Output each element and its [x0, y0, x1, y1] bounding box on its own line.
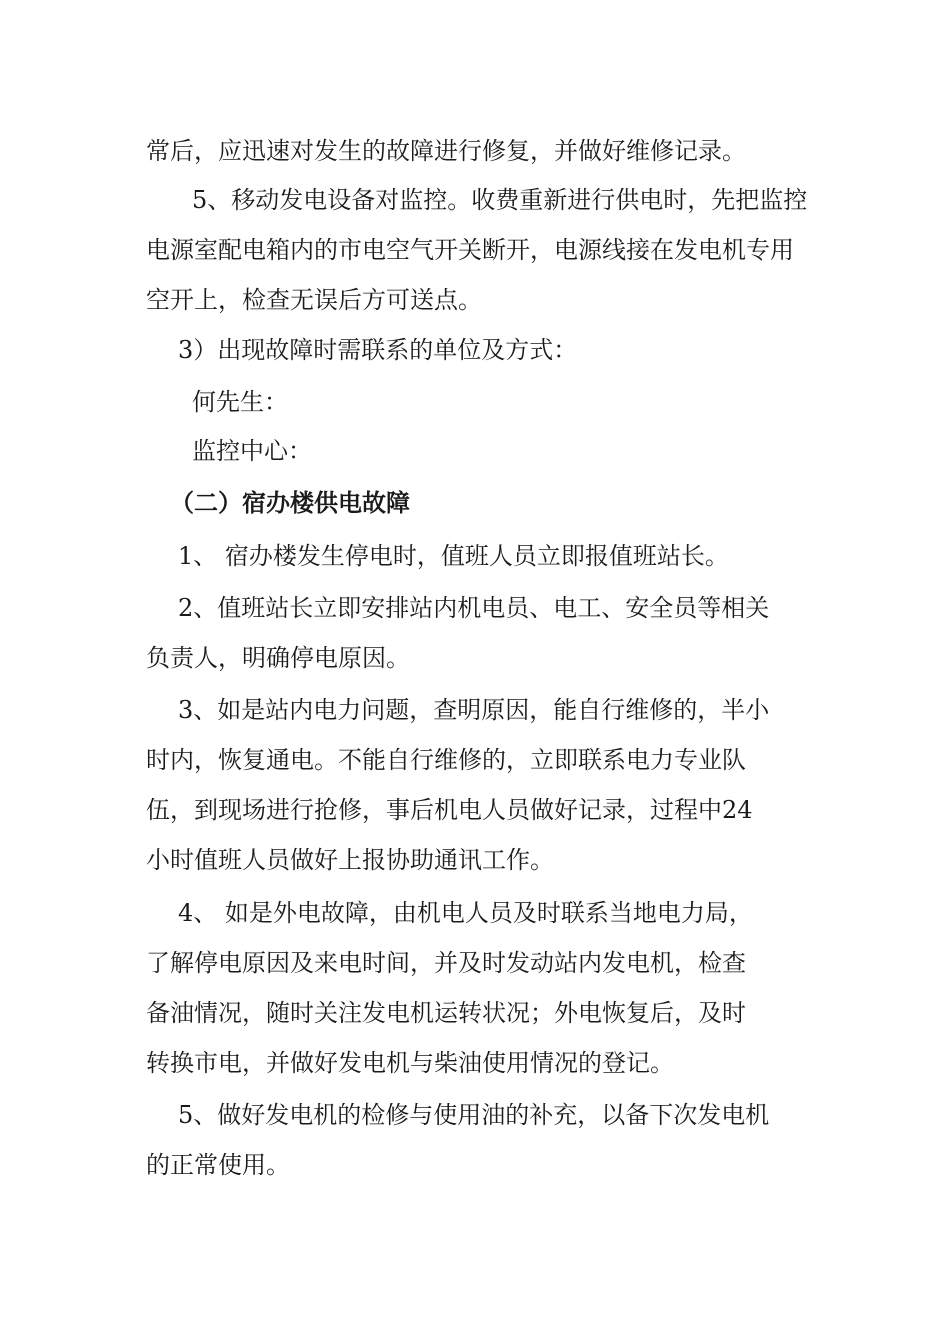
body-line: 4、 如是外电故障，由机电人员及时联系当地电力局，: [178, 899, 753, 927]
body-line: 5、移动发电设备对监控。收费重新进行供电时，先把监控: [192, 186, 808, 214]
body-line: 时内，恢复通电。不能自行维修的，立即联系电力专业队: [146, 746, 746, 774]
body-line: 了解停电原因及来电时间，并及时发动站内发电机，检查: [146, 949, 746, 977]
body-line: 1、 宿办楼发生停电时，值班人员立即报值班站长。: [178, 542, 729, 570]
body-line: 转换市电，并做好发电机与柴油使用情况的登记。: [146, 1049, 674, 1077]
body-line: 伍，到现场进行抢修，事后机电人员做好记录，过程中24: [146, 796, 753, 824]
body-line: 2、值班站长立即安排站内机电员、电工、安全员等相关: [178, 594, 770, 622]
body-line: 3）出现故障时需联系的单位及方式：: [178, 336, 578, 364]
body-line: 常后，应迅速对发生的故障进行修复，并做好维修记录。: [146, 137, 746, 165]
section-heading: （二）宿办楼供电故障: [170, 489, 410, 517]
body-line: 电源室配电箱内的市电空气开关断开，电源线接在发电机专用: [146, 236, 794, 264]
body-line: 备油情况，随时关注发电机运转状况；外电恢复后，及时: [146, 999, 746, 1027]
body-line: 的正常使用。: [146, 1151, 290, 1179]
contact-line: 监控中心：: [192, 437, 312, 465]
body-line: 3、如是站内电力问题，查明原因，能自行维修的，半小: [178, 696, 770, 724]
body-line: 空开上，检查无误后方可送点。: [146, 286, 482, 314]
body-line: 负责人，明确停电原因。: [146, 644, 410, 672]
body-line: 小时值班人员做好上报协助通讯工作。: [146, 846, 554, 874]
body-line: 5、做好发电机的检修与使用油的补充，以备下次发电机: [178, 1101, 770, 1129]
contact-line: 何先生：: [192, 388, 288, 416]
